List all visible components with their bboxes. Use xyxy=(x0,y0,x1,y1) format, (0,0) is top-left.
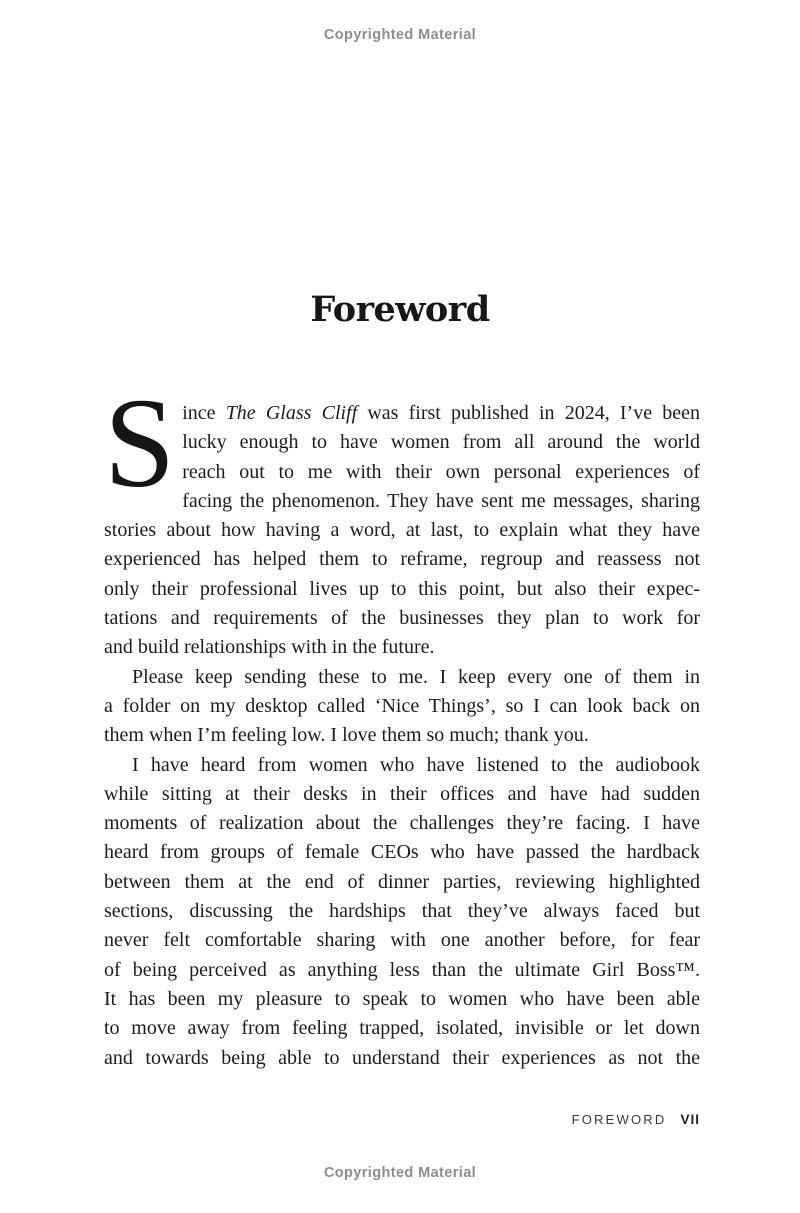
body-line: stories about how having a word, at last, to explain what they have xyxy=(104,519,700,542)
body-line: experienced has helped them to reframe, regroup and reassess not xyxy=(104,548,700,571)
body-line: facing the phenomenon. They have sent me messages, sharing xyxy=(182,489,700,512)
body-line: sections, discussing the hardships that they’ve always faced but xyxy=(104,900,700,923)
body-line: while sitting at their desks in their offices and have had sudden xyxy=(104,782,700,805)
page-number: VII xyxy=(680,1112,700,1127)
body-line: reach out to me with their own personal experiences of xyxy=(182,460,700,483)
running-footer xyxy=(104,1112,700,1127)
body-line: between them at the end of dinner parties, reviewing highlighted xyxy=(104,870,700,893)
body-line: never felt comfortable sharing with one another before, for fear xyxy=(104,929,700,952)
chapter-title: Foreword xyxy=(310,289,490,331)
body-line: them when I’m feeling low. I love them so much; thank you. xyxy=(104,724,589,747)
body-line: and build relationships with in the future. xyxy=(104,636,435,659)
book-title-italic: The Glass Cliff xyxy=(225,402,358,424)
drop-cap: S xyxy=(104,372,176,514)
paragraph xyxy=(104,372,700,663)
body-line: Please keep sending these to me. I keep every one of them in xyxy=(132,665,700,688)
paragraph xyxy=(104,751,700,1073)
body-line: only their professional lives up to this point, but also their expec- xyxy=(104,577,700,600)
body-line: a folder on my desktop called ‘Nice Things’, so I can look back on xyxy=(104,694,700,717)
body-line: It has been my pleasure to speak to women who have been able xyxy=(104,987,700,1010)
body-text xyxy=(104,372,700,1073)
body-line: heard from groups of female CEOs who have passed the hardback xyxy=(104,841,700,864)
body-line: tations and requirements of the businesses they plan to work for xyxy=(104,607,700,630)
body-line: and towards being able to understand their experiences as not the xyxy=(104,1046,700,1069)
body-line: of being perceived as anything less than the ultimate Girl Boss™. xyxy=(104,958,700,981)
body-line: lucky enough to have women from all around the world xyxy=(182,431,700,454)
copyright-notice-top: Copyrighted Material xyxy=(323,27,477,43)
copyright-notice-bottom: Copyrighted Material xyxy=(323,1165,477,1181)
body-line: I have heard from women who have listened to the audiobook xyxy=(132,753,700,776)
body-line: ince The Glass Cliff was first published in 2024, I’ve been xyxy=(182,402,700,424)
body-line: to move away from feeling trapped, isolated, invisible or let down xyxy=(104,1017,700,1040)
body-line: moments of realization about the challenges they’re facing. I have xyxy=(104,812,700,835)
footer-section-label: FOREWORD xyxy=(571,1112,667,1127)
paragraph xyxy=(104,663,700,751)
